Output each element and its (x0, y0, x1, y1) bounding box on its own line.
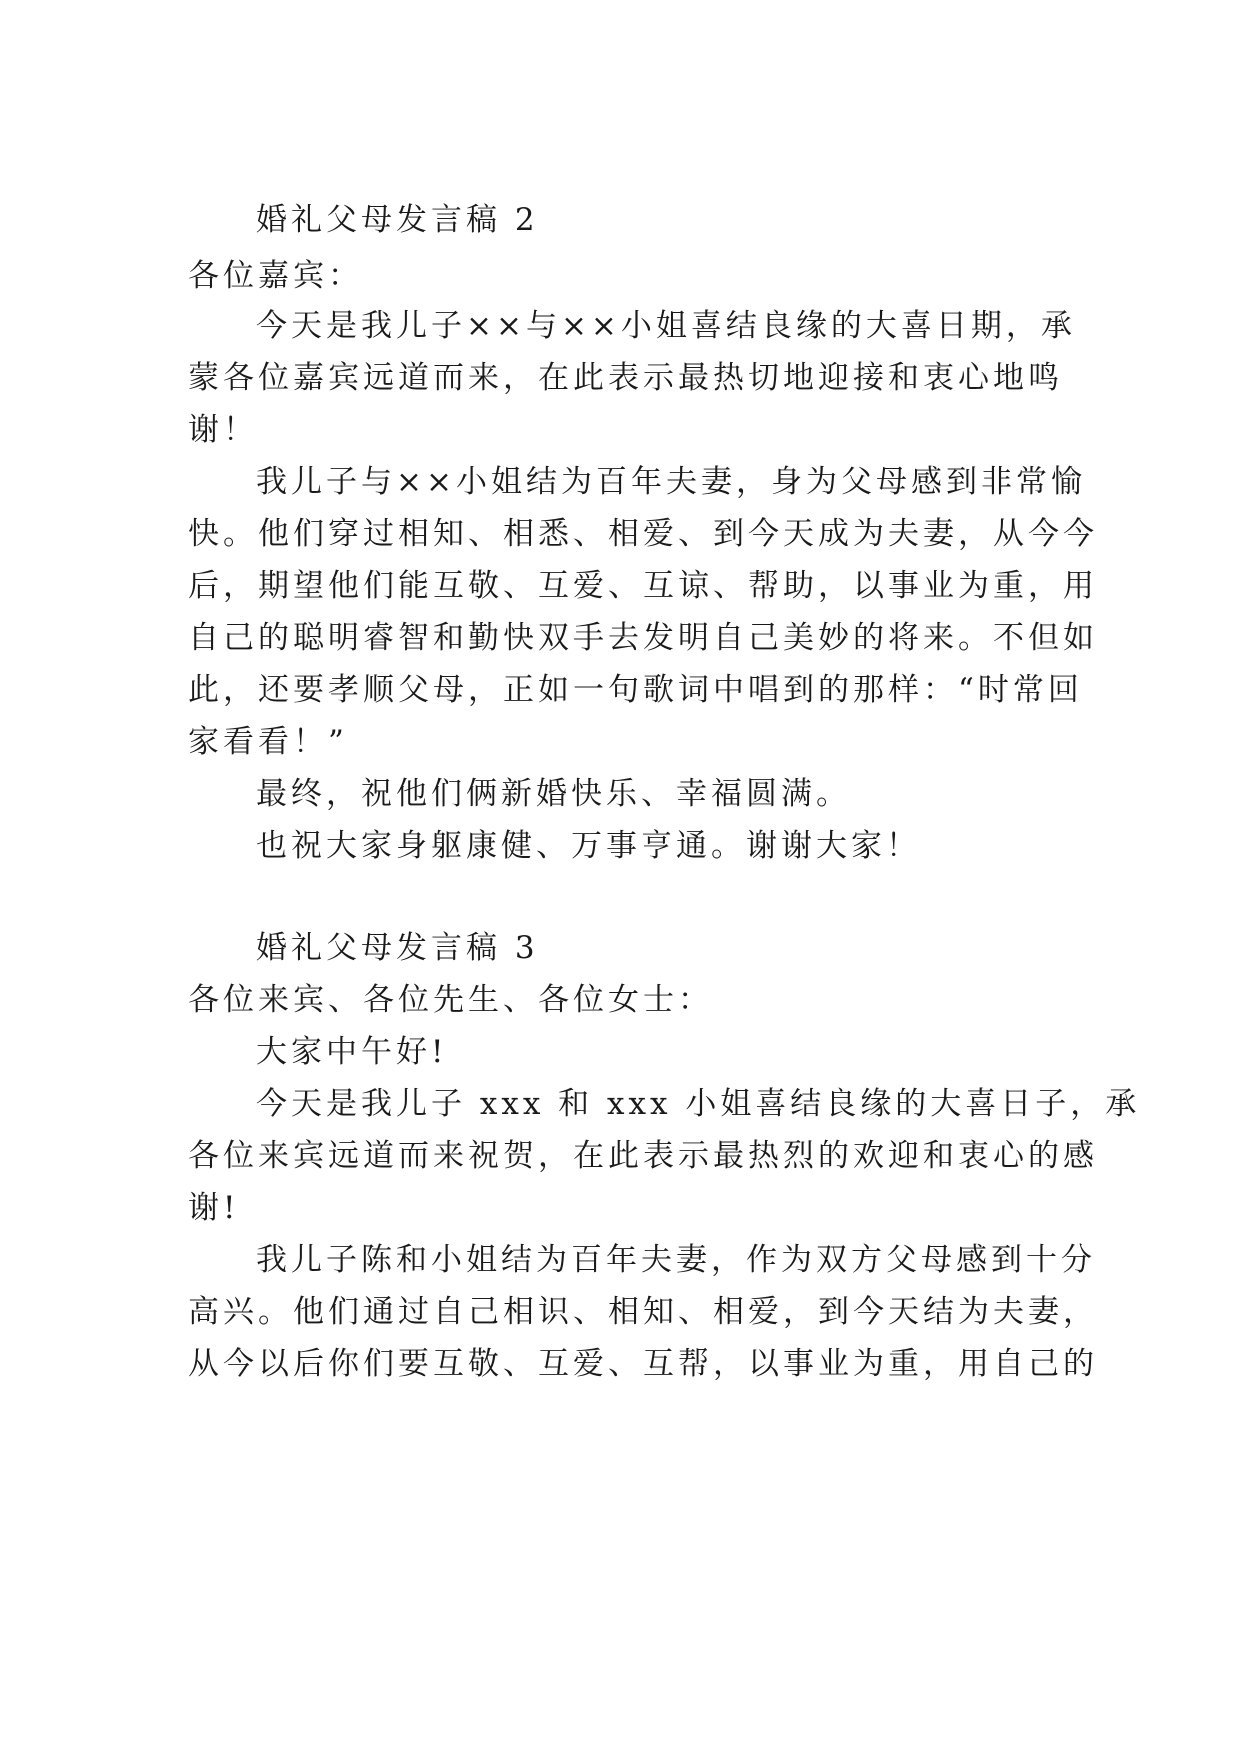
section3-greeting: 大家中午好! (256, 1034, 448, 1070)
section2-p2-line3: 后，期望他们能互敬、互爱、互谅、帮助，以事业为重，用 (188, 568, 1098, 604)
section2-p2-line5: 此，还要孝顺父母，正如一句歌词中唱到的那样：“时常回 (188, 672, 1083, 708)
section2-p1-line2: 蒙各位嘉宾远道而来，在此表示最热切地迎接和衷心地鸣 (188, 360, 1063, 396)
section3-p2-line2: 高兴。他们通过自己相识、相知、相爱，到今天结为夫妻， (188, 1294, 1098, 1330)
section3-title: 婚礼父母发言稿 3 (256, 930, 539, 966)
section2-p2-line4: 自己的聪明睿智和勤快双手去发明自己美妙的将来。不但如 (188, 620, 1098, 656)
section2-p4: 也祝大家身躯康健、万事亨通。谢谢大家！ (256, 828, 921, 864)
section3-p2-line3: 从今以后你们要互敬、互爱、互帮，以事业为重，用自己的 (188, 1346, 1098, 1382)
section2-salutation: 各位嘉宾： (188, 258, 363, 294)
section3-p1-line1: 今天是我儿子 xxx 和 xxx 小姐喜结良缘的大喜日子，承 (256, 1086, 1141, 1122)
section2-p3: 最终，祝他们俩新婚快乐、幸福圆满。 (256, 776, 851, 812)
section2-p1-line3: 谢！ (188, 412, 258, 448)
section2-p2-line6: 家看看！” (188, 724, 348, 760)
section2-p2-line2: 快。他们穿过相知、相悉、相爱、到今天成为夫妻，从今今 (188, 516, 1098, 552)
section3-p1-line3: 谢! (188, 1190, 240, 1226)
section2-title: 婚礼父母发言稿 2 (256, 202, 539, 238)
section2-p2-line1: 我儿子与××小姐结为百年夫妻，身为父母感到非常愉 (256, 464, 1086, 500)
section3-salutation: 各位来宾、各位先生、各位女士： (188, 982, 713, 1018)
section3-p1-line2: 各位来宾远道而来祝贺，在此表示最热烈的欢迎和衷心的感 (188, 1138, 1098, 1174)
section3-p2-line1: 我儿子陈和小姐结为百年夫妻，作为双方父母感到十分 (256, 1242, 1096, 1278)
section2-p1-line1: 今天是我儿子××与××小姐喜结良缘的大喜日期，承 (256, 308, 1076, 344)
